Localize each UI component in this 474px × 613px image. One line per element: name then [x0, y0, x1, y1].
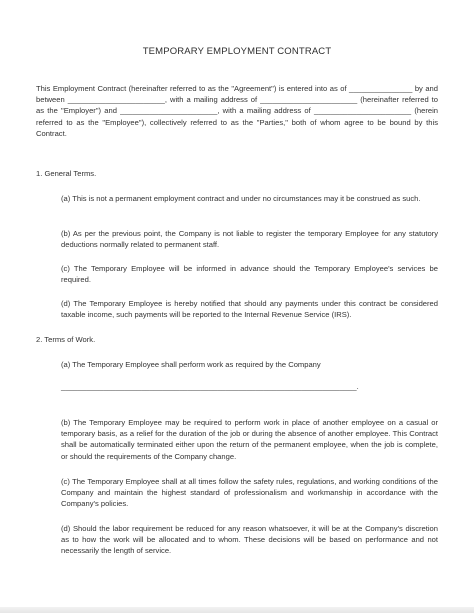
document-title: TEMPORARY EMPLOYMENT CONTRACT: [142, 46, 332, 57]
terms-of-work-clause-a: (a) The Temporary Employee shall perform work as required by the Company: [61, 360, 321, 369]
section-general-terms-heading: 1. General Terms.: [36, 169, 97, 178]
section-terms-of-work-heading: 2. Terms of Work.: [36, 335, 96, 344]
general-terms-clause-a: (a) This is not a permanent employment contract and under no circumstances may it be construed as such.: [61, 194, 421, 203]
general-terms-clause-b: (b) As per the previous point, the Company is not liable to register the temporary Employee for any statutory deductions normally related to permanent staff.: [61, 229, 438, 250]
terms-of-work-clause-c: (c) The Temporary Employee shall at all times follow the safety rules, regulations, and working conditions of the Company and maintain the highest standard of professionalism and workmanship in accordance with the Company's policies.: [61, 477, 438, 509]
general-terms-clause-c: (c) The Temporary Employee will be informed in advance should the Temporary Employee's services be required.: [61, 264, 438, 285]
intro-paragraph: This Employment Contract (hereinafter referred to as the "Agreement") is entered into as of _______________ by and between _______________________, with a mailing address of _______________________ (hereinafter referred to as the "Employer") and _______________________, with a mailing address of _______________________ (herein referred to as the "Employee"), collectively referred to as the "Parties," both of whom agree to be bound by this Contract.: [36, 84, 438, 138]
terms-of-work-clause-b: (b) The Temporary Employee may be required to perform work in place of another employee on a casual or temporary basis, as a relief for the duration of the job or during the absence of another employee. This Contract shall be automatically terminated either upon the return of the permanent employee, when the job is complete, or should the requirements of the Company change.: [61, 418, 438, 461]
page-bottom-edge: [0, 607, 474, 613]
terms-of-work-clause-d: (d) Should the labor requirement be reduced for any reason whatsoever, it will be at the Company's discretion as to how the work will be allocated and to whom. These decisions will be based on performance and not necessarily the length of service.: [61, 524, 438, 556]
work-description-blank: ______________________________________________________________________.: [61, 382, 359, 391]
general-terms-clause-d: (d) The Temporary Employee is hereby notified that should any payments under this contract be considered taxable income, such payments will be reported to the Internal Revenue Service (IRS).: [61, 299, 438, 320]
